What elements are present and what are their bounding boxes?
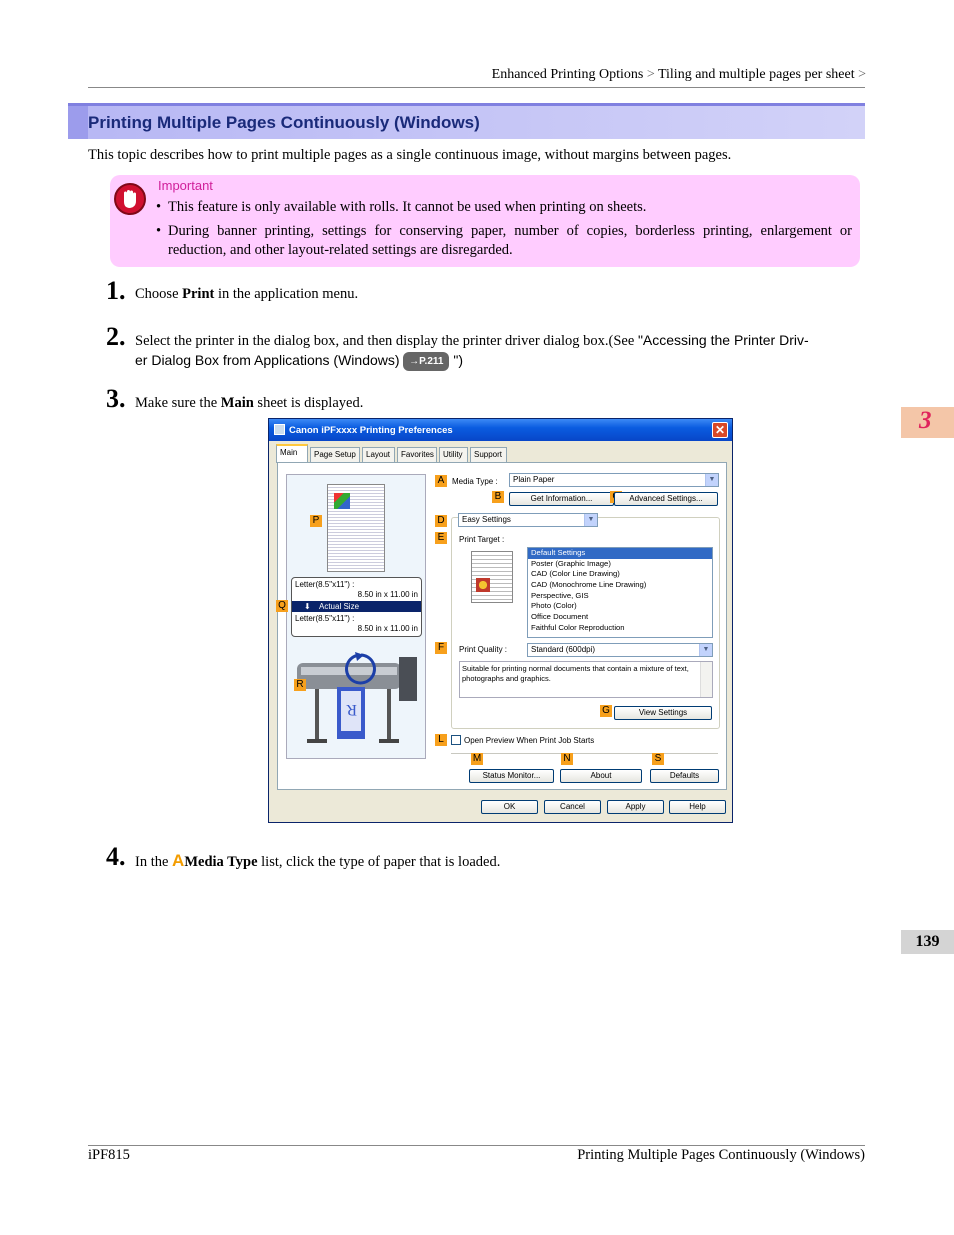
breadcrumb-separator: >	[646, 67, 655, 82]
status-monitor-button[interactable]: Status Monitor...	[469, 769, 554, 783]
intro-paragraph: This topic describes how to print multiple pages as a single continuous image, without margins between pages.	[88, 147, 732, 163]
view-settings-button[interactable]: View Settings	[614, 706, 712, 720]
tab-favorites[interactable]: Favorites	[397, 447, 437, 462]
printing-preferences-dialog	[268, 418, 733, 823]
tab-utility[interactable]: Utility	[439, 447, 468, 462]
step-number: 1.	[106, 276, 126, 305]
list-item[interactable]: Perspective, GIS	[531, 590, 589, 600]
callout-marker-s: S	[652, 753, 664, 765]
step-text-part: ")	[449, 352, 463, 368]
description-box	[459, 661, 713, 698]
chevron-down-icon[interactable]: ▼	[699, 644, 712, 656]
cross-reference-link[interactable]: "Accessing the Printer Driv-	[637, 332, 809, 348]
callout-marker-d: D	[435, 515, 447, 527]
page-number: 139	[901, 930, 954, 954]
description-scrollbar[interactable]	[700, 662, 712, 697]
print-quality-select[interactable]	[527, 643, 713, 657]
size-info-box	[291, 577, 422, 637]
chevron-down-icon[interactable]: ▼	[705, 474, 718, 486]
step-text-part: in the application menu.	[214, 286, 359, 302]
printer-illustration	[291, 643, 421, 755]
print-target-thumbnail	[471, 551, 513, 603]
callout-marker-r: R	[294, 679, 306, 691]
open-preview-checkbox[interactable]	[451, 735, 461, 745]
callout-marker: A	[172, 851, 185, 870]
media-type-select[interactable]	[509, 473, 719, 487]
callout-marker-a: A	[435, 475, 447, 487]
step-text-part: list, click the type of paper that is loaded.	[257, 854, 501, 870]
list-item[interactable]: Poster (Graphic Image)	[531, 558, 611, 568]
help-button[interactable]: Help	[669, 800, 726, 814]
cross-reference-link[interactable]: er Dialog Box from Applications (Windows)	[135, 352, 400, 368]
callout-marker-e: E	[435, 532, 447, 544]
apply-button[interactable]: Apply	[607, 800, 664, 814]
list-item[interactable]: Office Document	[531, 612, 589, 622]
defaults-button[interactable]: Defaults	[650, 769, 719, 783]
callout-marker-g: G	[600, 705, 612, 717]
step-3-text	[135, 394, 363, 413]
advanced-settings-button[interactable]: Advanced Settings...	[614, 492, 718, 506]
callout-marker-m: M	[472, 753, 482, 764]
breadcrumb-1[interactable]: Enhanced Printing Options	[491, 67, 644, 82]
ok-button[interactable]: OK	[481, 800, 538, 814]
print-quality-label: Print Quality :	[459, 645, 508, 654]
setting-name: Media Type	[184, 854, 258, 870]
callout-marker-b: B	[492, 491, 504, 503]
step-2-text	[135, 331, 866, 371]
description-text: Suitable for printing normal documents that contain a mixture of text, photographs and graphics.	[462, 664, 689, 683]
header-rule	[88, 87, 865, 88]
actual-size-label: Actual Size	[319, 602, 360, 611]
footer-rule	[88, 1145, 865, 1146]
open-preview-label: Open Preview When Print Job Starts	[464, 736, 595, 745]
original-size-dimensions: 8.50 in x 11.00 in	[357, 590, 418, 599]
important-label: Important	[158, 178, 213, 193]
important-item: • This feature is only available with rolls. It cannot be used when printing on sheets.	[156, 198, 852, 217]
output-size-dimensions: 8.50 in x 11.00 in	[357, 624, 418, 633]
callout-marker-l: L	[435, 734, 447, 746]
callout-marker-n: N	[561, 753, 573, 765]
stop-hand-icon	[114, 183, 146, 215]
step-text-part: sheet is displayed.	[253, 395, 364, 411]
tab-support[interactable]: Support	[470, 447, 507, 462]
footer-model: iPF815	[88, 1147, 130, 1163]
get-information-button[interactable]: Get Information...	[509, 492, 614, 506]
step-number: 3.	[106, 384, 126, 413]
breadcrumb-separator: >	[858, 67, 866, 82]
important-list	[156, 198, 852, 265]
separator-line	[451, 753, 718, 754]
print-target-label: Print Target :	[459, 535, 505, 544]
settings-mode-value: Easy Settings	[462, 515, 511, 524]
section-stripe	[68, 106, 88, 139]
down-arrow-icon: ⬇	[304, 602, 311, 611]
chapter-tab[interactable]	[901, 407, 954, 438]
callout-marker-f: F	[435, 642, 447, 654]
output-size-label: Letter(8.5"x11") :	[295, 614, 355, 623]
printer-icon	[274, 424, 285, 435]
print-target-list[interactable]	[527, 547, 713, 638]
step-number: 4.	[106, 842, 126, 871]
page-image-thumbnail	[334, 493, 350, 509]
tab-page-setup[interactable]: Page Setup	[310, 447, 360, 462]
list-item[interactable]: CAD (Color Line Drawing)	[531, 569, 620, 579]
thumbnail-image	[476, 578, 490, 592]
page-reference-badge[interactable]: →P.211	[403, 352, 449, 371]
main-sheet	[277, 462, 727, 790]
step-text-part: In the	[135, 854, 173, 870]
svg-text:R: R	[346, 701, 357, 718]
step-number: 2.	[106, 322, 126, 351]
callout-marker-p: P	[310, 515, 322, 527]
chapter-number: 3	[919, 407, 932, 434]
media-type-label: Media Type :	[452, 477, 498, 486]
callout-marker-q: Q	[276, 600, 288, 612]
sheet-name: Main	[220, 395, 254, 411]
cancel-button[interactable]: Cancel	[544, 800, 601, 814]
step-4-text	[135, 851, 500, 872]
enlarge-reduce-row	[292, 601, 421, 612]
original-size-label: Letter(8.5"x11") :	[295, 580, 355, 589]
list-item[interactable]: Faithful Color Reproduction	[531, 622, 625, 632]
running-header	[492, 67, 866, 83]
footer-topic: Printing Multiple Pages Continuously (Windows)	[577, 1147, 865, 1163]
list-item[interactable]: Photo (Color)	[531, 601, 577, 611]
section-title: Printing Multiple Pages Continuously (Windows)	[88, 113, 480, 132]
step-1-text	[135, 285, 358, 304]
step-text-part: Choose	[135, 286, 183, 302]
settings-preview-panel	[286, 474, 426, 759]
dialog-titlebar[interactable]	[269, 419, 732, 441]
section-heading-bar	[68, 103, 865, 139]
important-item: • During banner printing, settings for conserving paper, number of copies, borderless printing, enlargement or reduction, and other layout-related settings are disregarded.	[156, 222, 852, 260]
close-button[interactable]: ✕	[712, 422, 728, 438]
about-button[interactable]: About	[560, 769, 642, 783]
tab-main[interactable]: Main	[276, 444, 308, 463]
list-item[interactable]: Default Settings	[528, 548, 712, 559]
breadcrumb-2[interactable]: Tiling and multiple pages per sheet	[657, 67, 855, 82]
page-preview	[327, 484, 385, 572]
list-item[interactable]: CAD (Monochrome Line Drawing)	[531, 580, 647, 590]
print-quality-value: Standard (600dpi)	[531, 645, 596, 654]
settings-mode-select[interactable]	[458, 513, 598, 527]
tab-layout[interactable]: Layout	[362, 447, 395, 462]
step-text-part: Make sure the	[135, 395, 221, 411]
chevron-down-icon[interactable]: ▼	[584, 514, 597, 526]
media-type-value: Plain Paper	[513, 475, 555, 484]
important-note	[110, 175, 860, 267]
step-text-part: Select the printer in the dialog box, and then display the printer driver dialog box.(See	[135, 333, 638, 349]
menu-name: Print	[182, 286, 215, 302]
dialog-title: Canon iPFxxxx Printing Preferences	[289, 425, 453, 436]
